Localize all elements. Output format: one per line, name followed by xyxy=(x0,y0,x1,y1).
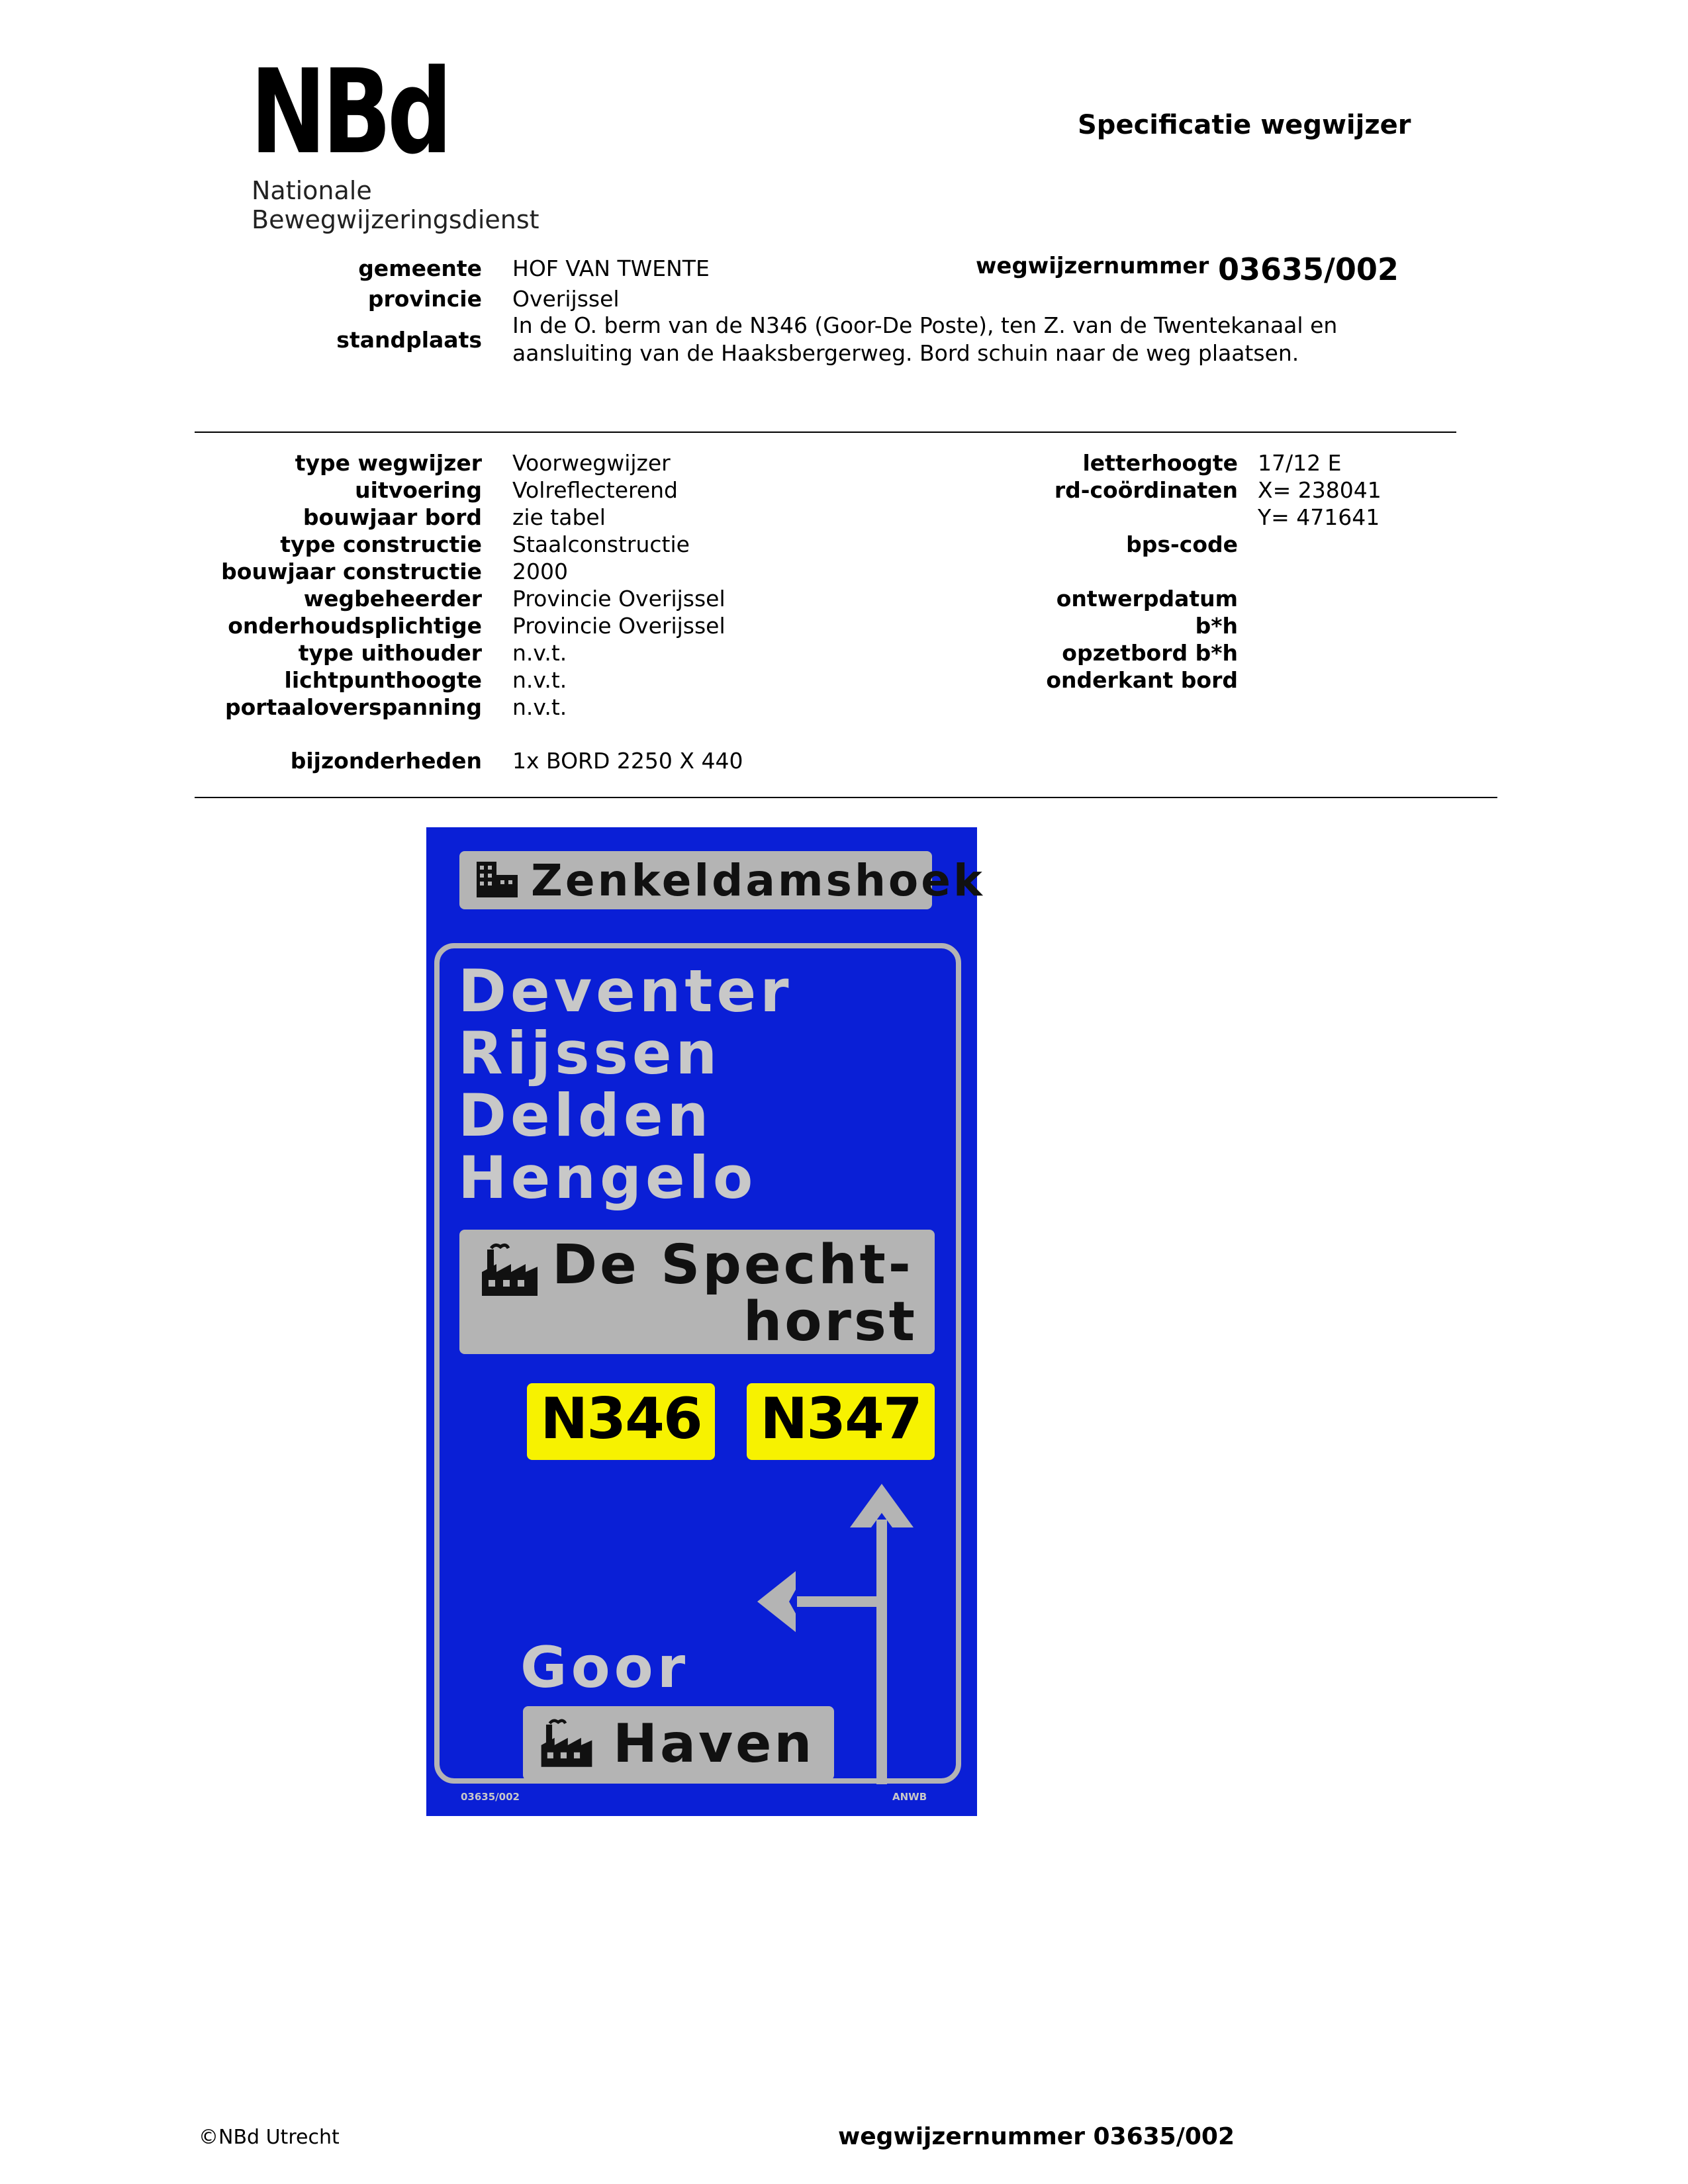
nbd-logo: NBd xyxy=(250,44,449,180)
bijzonderheden-value: 1x BORD 2250 X 440 xyxy=(512,748,743,774)
route-number: N346 xyxy=(540,1386,702,1452)
left-turn-arrow-icon xyxy=(757,1571,879,1632)
spec-label: onderhoudsplichtige xyxy=(228,613,482,639)
destination-text: Deventer xyxy=(458,957,793,1025)
spec-label: bouwjaar constructie xyxy=(221,559,482,584)
logo-subtitle-line1: Nationale xyxy=(252,176,372,205)
spec-label: type wegwijzer xyxy=(295,450,482,476)
opzetbord-label: opzetbord b*h xyxy=(1062,640,1238,666)
route-shield-n347 xyxy=(747,1383,935,1460)
provincie-value: Overijssel xyxy=(512,286,620,312)
route-shield-n346 xyxy=(527,1383,715,1460)
ontwerpdatum-label: ontwerpdatum xyxy=(1056,586,1238,612)
spec-value: Volreflecterend xyxy=(512,477,678,503)
factory-icon xyxy=(539,1718,594,1772)
top-plate-text: Zenkeldamshoek xyxy=(531,855,985,906)
destination-text: Delden xyxy=(458,1081,713,1150)
harbour-plate-text: Haven xyxy=(613,1713,815,1774)
spec-value: n.v.t. xyxy=(512,667,567,693)
spec-label: uitvoering xyxy=(355,477,482,503)
gemeente-value: HOF VAN TWENTE xyxy=(512,255,710,281)
spec-value: zie tabel xyxy=(512,504,606,530)
spec-value: Voorwegwijzer xyxy=(512,450,671,476)
letterhoogte-label: letterhoogte xyxy=(1082,450,1238,476)
spec-label: lichtpunthoogte xyxy=(284,667,482,693)
onderkant-bord-label: onderkant bord xyxy=(1046,667,1238,693)
spec-label: type uithouder xyxy=(298,640,482,666)
straight-up-arrow-icon xyxy=(850,1484,914,1784)
wegwijzernummer-value: 03635/002 xyxy=(1218,251,1399,287)
spec-value: Provincie Overijssel xyxy=(512,586,726,612)
sign-code: 03635/002 xyxy=(461,1791,520,1803)
destination-text: Rijssen xyxy=(458,1019,722,1087)
harbour-plate xyxy=(523,1706,834,1780)
industrial-area-line1: De Specht- xyxy=(552,1234,914,1297)
top-plate xyxy=(459,851,985,909)
gemeente-label: gemeente xyxy=(358,255,482,281)
building-icon xyxy=(474,859,520,903)
provincie-label: provincie xyxy=(367,286,482,312)
divider-bottom xyxy=(195,797,1497,798)
rd-y-value: Y= 471641 xyxy=(1258,504,1380,530)
standplaats-label: standplaats xyxy=(336,327,482,353)
footer-sign-number: wegwijzernummer 03635/002 xyxy=(838,2123,1235,2150)
route-number: N347 xyxy=(760,1386,921,1452)
bps-code-label: bps-code xyxy=(1126,531,1238,557)
spec-value: Provincie Overijssel xyxy=(512,613,726,639)
spec-value: n.v.t. xyxy=(512,694,567,720)
destination-text: Hengelo xyxy=(458,1144,757,1212)
factory-icon xyxy=(479,1243,540,1301)
road-sign xyxy=(426,827,985,1816)
bh-label: b*h xyxy=(1195,613,1238,639)
rd-coordinaten-label: rd-coördinaten xyxy=(1054,477,1238,503)
spec-label: portaaloverspanning xyxy=(225,694,482,720)
spec-value: Staalconstructie xyxy=(512,531,690,557)
spec-value: 2000 xyxy=(512,559,568,584)
standplaats-line1: In de O. berm van de N346 (Goor-De Poste), ten Z. van de Twentekanaal en xyxy=(512,312,1338,338)
spec-value: n.v.t. xyxy=(512,640,567,666)
document-title: Specificatie wegwijzer xyxy=(1078,110,1411,140)
divider-top xyxy=(195,432,1456,433)
logo-subtitle-line2: Bewegwijzeringsdienst xyxy=(252,205,539,234)
bijzonderheden-label: bijzonderheden xyxy=(290,748,482,774)
spec-label: bouwjaar bord xyxy=(303,504,482,530)
sign-maker: ANWB xyxy=(892,1791,927,1803)
footer-copyright: ©NBd Utrecht xyxy=(199,2126,340,2149)
spec-label: wegbeheerder xyxy=(303,586,482,612)
industrial-area-plate xyxy=(459,1230,935,1354)
spec-label: type constructie xyxy=(280,531,482,557)
rd-x-value: X= 238041 xyxy=(1258,477,1382,503)
standplaats-line2: aansluiting van de Haaksbergerweg. Bord schuin naar de weg plaatsen. xyxy=(512,340,1299,366)
letterhoogte-value: 17/12 E xyxy=(1258,450,1342,476)
left-destination-text: Goor xyxy=(520,1635,690,1701)
wegwijzernummer-label: wegwijzernummer xyxy=(976,253,1209,279)
industrial-area-line2: horst xyxy=(743,1291,917,1353)
